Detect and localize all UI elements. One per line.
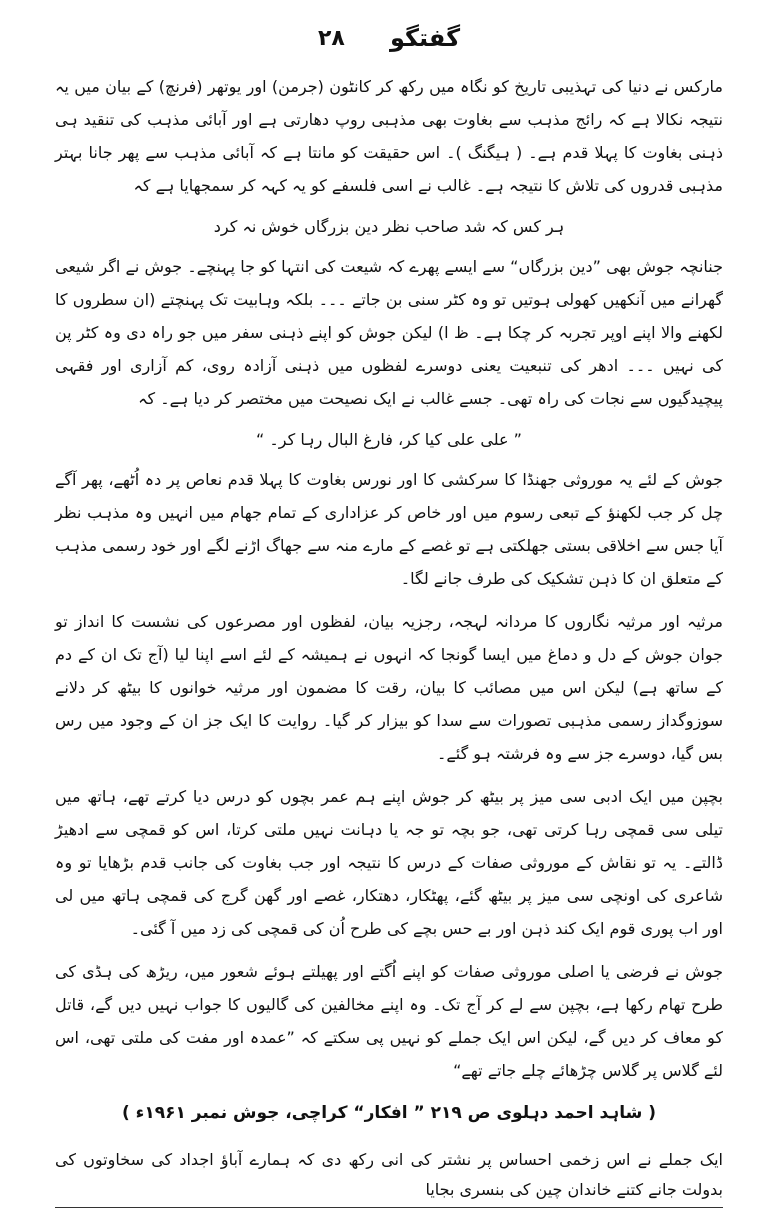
citation: ( شاہد احمد دہلوی ص ۲۱۹ ” افکار“ کراچی، جوش نمبر ۱۹۶۱ء ) — [121, 1103, 657, 1123]
page-header — [0, 22, 778, 58]
closing-line: ایک جملے نے اس زخمی احساس پر نشتر کی انی رکھ دی کہ ہمارے آباؤ اجداد کی سخاوتوں کی بدولت جانے کتنے خاندان چین کی بنسری بجایا — [55, 1145, 723, 1208]
running-title: گفتگو — [390, 24, 461, 52]
body-text — [55, 70, 723, 1224]
paragraph-2: جنانچہ جوش بھی ”دین بزرگاں“ سے ایسے پھرے کہ شیعت کی انتہا کو جا پہنچے۔ جوش نے اگر شیعی گھرانے میں آنکھیں کھولی ہوتیں تو وہ کٹر سنی بن جاتے ۔۔۔ بلکہ وہابیت تک پہنچتے (ان سطروں کا لکھنے والا اپنے اوپر تجربہ کر چکا ہے۔ ظ ا) لیکن جوش کو اپنے ذہنی سفر میں جو راہ دی وہ کٹر پن کی نہیں ۔۔۔ ادھر کی تنبعیت یعنی دوسرے لفظوں میں ذہنی آزادہ روی، کم آزاری اور فقہی پیچیدگیوں سے نجات کی راہ تھی۔ جسے غالب نے ایک نصیحت میں مختصر کر دیا ہے۔ کہ — [55, 257, 723, 408]
paragraph-5: بچپن میں ایک ادبی سی میز پر بیٹھ کر جوش اپنے ہم عمر بچوں کو درس دیا کرتے تھے، ہاتھ میں تیلی سی قمچی رہا کرتی تھی، جو بچہ تو جہ یا دہانت نہیں ملتی کرتا، اس کو قمچی سے ادھیڑ ڈالتے۔ یہ تو نقاش کے موروثی صفات کے درس کا نتیجہ اور جب بغاوت کی جانب قدم بڑھایا تو وہ شاعری کی اونچی سی میز پر بیٹھ گئے، پھٹکار، دھتکار، غصے اور گھن گرج کی قمچی ہاتھ میں لی اور اب پوری قوم ایک کند ذہن اور بے حس بچے کی طرح اُن کی قمچی کی زد میں آ گئی۔ — [55, 787, 723, 938]
paragraph-1: مارکس نے دنیا کی تہذیبی تاریخ کو نگاہ میں رکھ کر کانٹون (جرمن) اور یوتھر (فرنچ) کے بیان میں یہ نتیجہ نکالا ہے کہ رائج مذہب سے بغاوت بھی مذہبی روپ دھارتی ہے اور آبائی مذہب کی تنقید ہی ذہنی بغاوت کا پہلا قدم ہے۔ ( ہیگنگ )۔ اس حقیقت کو مانتا ہے کہ آبائی مذہب سے پھر جانا بہتر مذہبی قدروں کی تلاش کا نتیجہ ہے۔ غالب نے اسی فلسفے کو یہ کہہ کر سمجھایا ہے کہ — [55, 77, 723, 195]
paragraph-4: مرثیہ اور مرثیہ نگاروں کا مردانہ لہجہ، رجزیہ بیان، لفظوں اور مصرعوں کی نشست کا انداز تو جوان جوش کے دل و دماغ میں ایسا گونجا کہ انہوں نے ہمیشہ کے لئے اسے اپنا لیا (آج تک ان کے دم کے ساتھ ہے) لیکن اس میں مصائب کا بیان، رقت کا مضمون اور مرثیہ خوانوں کا بیٹھ کر دلانے سوزوگداز رسمی مذہبی تصورات سے سدا کو بیزار کر گیا۔ روایت کا ایک جز ان کے وجود میں رس بس گیا، دوسرے جز سے وہ فرشتہ ہو گئے۔ — [55, 612, 723, 763]
paragraph-6: جوش نے فرضی یا اصلی موروثی صفات کو اپنے اُگتے اور پھیلتے ہوئے شعور میں، ریڑھ کی ہڈی کی طرح تھام رکھا ہے، بچپن سے لے کر آج تک۔ وہ اپنے مخالفین کی گالیوں کا جواب نہیں دیں گے، قاتل کو معاف کر دیں گے، لیکن اس ایک جملے کو نہیں پی سکتے کہ ”عمدہ اور مفت کی ملتی تھی، اس لئے گلاس پر گلاس چڑھائے چلے جاتے تھے“ — [55, 962, 723, 1080]
persian-verse: ہر کس کہ شد صاحب نظر دین بزرگاں خوش نہ کرد — [213, 217, 565, 236]
page-number: ۲۸ — [318, 26, 345, 51]
quoted-verse: ” علی علی کیا کر، فارغ البال رہا کر۔ “ — [256, 430, 522, 449]
paragraph-3: جوش کے لئے یہ موروثی جھنڈا کا سرکشی کا اور نورس بغاوت کا پہلا قدم نعاص پر دہ اُٹھے، پھر آگے چل کر جب لکھنؤ کے تبعی رسوم میں اور خاص کر عزاداری کے تمام جھام میں انہیں وہ مذہب نظر آیا جس سے اخلاقی بستی جھلکتی ہے تو غصے کے مارے منہ سے جھاگ اڑنے لگے اور خود رسمی مذہب کے متعلق ان کا ذہن تشکیک کی طرف جانے لگا۔ — [55, 470, 723, 588]
